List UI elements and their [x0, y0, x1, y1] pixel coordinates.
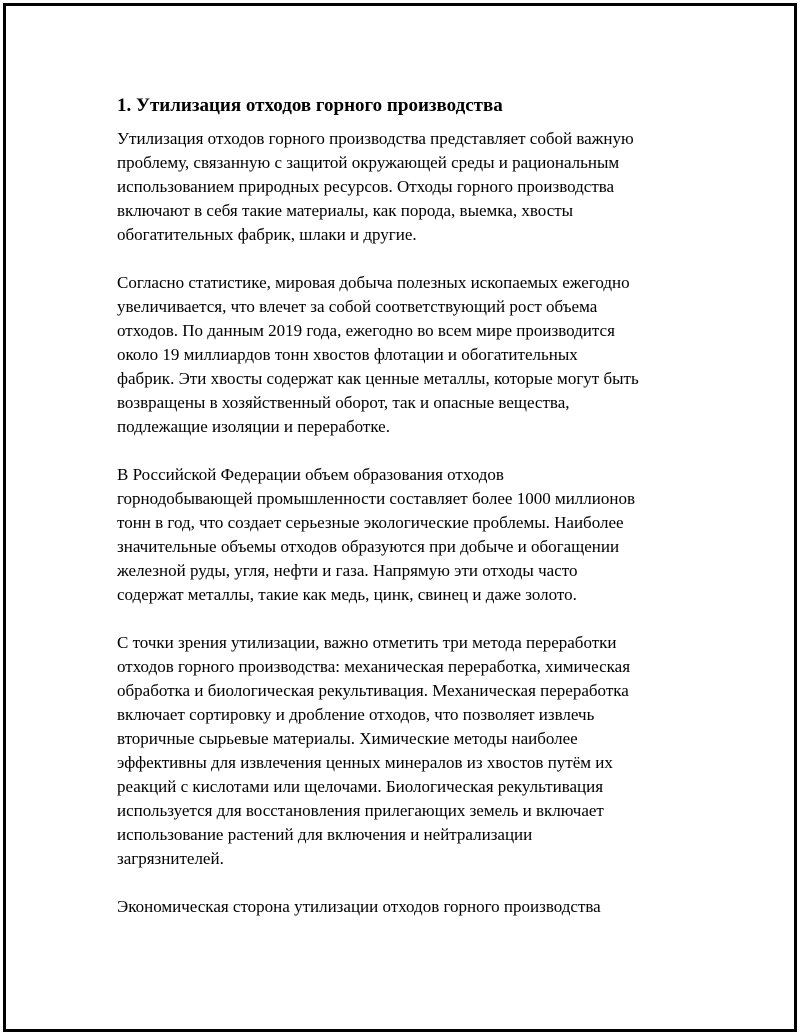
paragraph-russian-federation: В Российской Федерации объем образования отходов горнодобывающей промышленности составляет более 1000 миллионов тонн в год, что создает серьезные экологические проблемы. Наиболее значительные объемы отходов образуются при добыче и обогащении железной руды, угля, нефти и газа. Напрямую эти отходы часто содержат металлы, такие как медь, цинк, свинец и даже золото. — [117, 465, 635, 604]
paragraph-economic-side: Экономическая сторона утилизации отходов горного производства — [117, 897, 601, 916]
paragraph-intro: Утилизация отходов горного производства представляет собой важную проблему, связанную с защитой окружающей среды и рациональным использованием природных ресурсов. Отходы горного производства включают в себя такие материалы, как порода, выемка, хвосты обогатительных фабрик, шлаки и другие. — [117, 129, 634, 244]
section-heading: 1. Утилизация отходов горного производства — [117, 95, 503, 116]
paragraph-processing-methods: С точки зрения утилизации, важно отметить три метода переработки отходов горного производства: механическая переработка, химическая обработка и биологическая рекультивация. Механическая переработка включает сортировку и дробление отходов, что позволяет извлечь вторичные сырьевые материалы. Химические методы наиболее эффективны для извлечения ценных минералов из хвостов путём их реакций с кислотами или щелочами. Биологическая рекультивация используется для восстановления прилегающих земель и включает использование растений для включения и нейтрализации загрязнителей. — [117, 633, 631, 868]
paragraph-world-statistics: Согласно статистике, мировая добыча полезных ископаемых ежегодно увеличивается, что влечет за собой соответствующий рост объема отходов. По данным 2019 года, ежегодно во всем мире производится около 19 миллиардов тонн хвостов флотации и обогатительных фабрик. Эти хвосты содержат как ценные металлы, которые могут быть возвращены в хозяйственный оборот, так и опасные вещества, подлежащие изоляции и переработке. — [117, 273, 639, 436]
document-body — [117, 93, 692, 943]
